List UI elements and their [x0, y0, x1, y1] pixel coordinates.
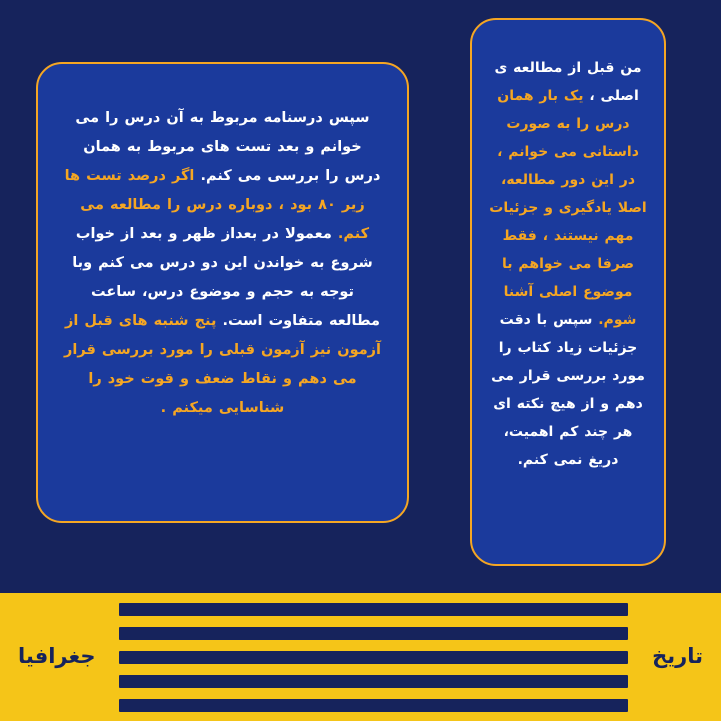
- stripe: [119, 627, 628, 640]
- bottom-bar-label-left: تاریخ: [652, 644, 703, 669]
- text-segment: سپس درسنامه مربوط به آن درس را می خوانم و بعد تست های مربوط به همان درس را بررسی می کنم.: [75, 110, 381, 184]
- bottom-bar-label-right: جغرافیا: [18, 644, 96, 669]
- stripe: [119, 603, 628, 616]
- text-segment: معمولا در بعداز ظهر و بعد از خواب شروع به خواندن این دو درس می کنم وبا توجه به حجم و موضوع درس، ساعت مطالعه متفاوت است.: [72, 226, 380, 329]
- card-left: [36, 62, 409, 523]
- text-segment: سپس با دقت جزئیات زیاد کتاب را مورد بررسی قرار می دهم و از هیچ نکته ای هر چند کم اهمیت، دریغ نمی کنم.: [491, 312, 645, 468]
- card-right-text: [488, 54, 648, 474]
- text-segment-highlight: یک بار همان درس را به صورت داستانی می خوانم ، در این دور مطالعه، اصلا یادگیری و جزئیات مهم نیستند ، فقط صرفا می خواهم با موضوع اصلی آشنا شوم.: [489, 88, 647, 328]
- stripe: [119, 699, 628, 712]
- stripe: [119, 651, 628, 664]
- bottom-bar-stripes: [113, 603, 634, 712]
- card-left-text: [64, 104, 381, 423]
- bottom-bar: [0, 593, 721, 721]
- card-right: [470, 18, 666, 566]
- text-segment-highlight: پنج شنبه های قبل از آزمون نیز آزمون قبلی را مورد بررسی قرار می دهم و نقاط ضعف و قوت خود را شناسایی میکنم .: [64, 313, 381, 416]
- stripe: [119, 675, 628, 688]
- text-segment: من قبل از مطالعه ی اصلی ،: [494, 60, 642, 104]
- text-segment-highlight: اگر درصد تست ها زیر ۸۰ بود ، دوباره درس را مطالعه می کنم.: [64, 168, 370, 242]
